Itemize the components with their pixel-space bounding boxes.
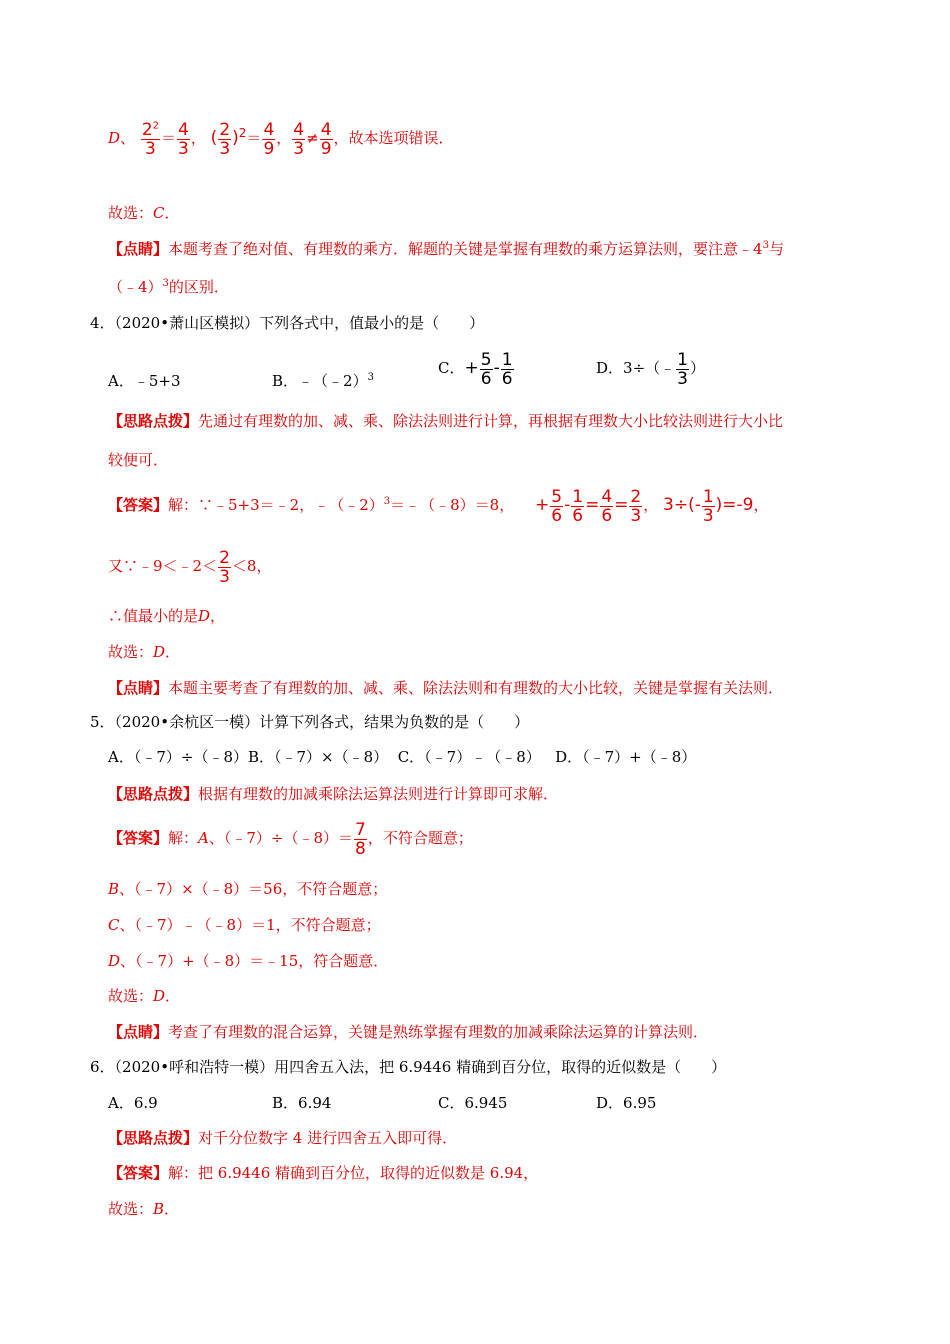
q4-ans-fraction-6: $\frac{2}{3}$ bbox=[219, 547, 230, 587]
q5-choose: 故选：D． bbox=[108, 987, 181, 1005]
q5-ans-fraction: $\frac{7}{8}$ bbox=[355, 819, 366, 859]
q5-answer-b: B、（﹣7）×（﹣8）＝56，不符合题意； bbox=[108, 880, 388, 898]
q4-hint-line2: 较便可． bbox=[108, 451, 169, 469]
q3-fraction-3: $\frac{2}{3}$ bbox=[219, 119, 231, 159]
q4-d-fraction: $\frac{1}{3}$ bbox=[677, 349, 688, 389]
q4-hint-line1: 【思路点拨】先通过有理数的加、减、乘、除法法则进行计算，再根据有理数大小比较法则进行大小比 bbox=[108, 412, 784, 430]
q3-fraction-2: $\frac{4}{3}$ bbox=[178, 119, 189, 159]
q3-fraction-5: $\frac{4}{3}$ bbox=[293, 119, 305, 159]
q4-choose: 故选：D． bbox=[108, 643, 181, 661]
q4-answer-line1: 【答案】解：∵﹣5+3＝﹣2，﹣（﹣2）$^3$＝﹣（﹣8）＝8， + $\frac{5}{6}$ - $\frac{1}{6}$ = $\frac{4}{6}$ = $\frac{2}{3}$ ， 3÷(- $\frac{1}{3}$ )=-9， bbox=[108, 486, 769, 526]
q3-comment-line1: 【点睛】本题考查了绝对值、有理数的乘方．解题的关键是掌握有理数的乘方运算法则，要注意$﹣4^3$与 bbox=[108, 240, 784, 258]
q4-answer-line2: 又∵﹣9＜﹣2＜ $\frac{2}{3}$ ＜8， bbox=[108, 547, 272, 587]
q5-comment: 【点睛】考查了有理数的混合运算，关键是熟练掌握有理数的加减乘除法运算的计算法则． bbox=[108, 1023, 709, 1041]
q4-option-d: D．3÷（﹣ $\frac{1}{3}$ ） bbox=[596, 349, 705, 389]
q4-comment: 【点睛】本题主要考查了有理数的加、减、乘、除法法则和有理数的大小比较，关键是掌握有关法则． bbox=[108, 679, 784, 697]
q5-stem: 5．（2020•余杭区一模）计算下列各式，结果为负数的是（ ） bbox=[90, 713, 530, 731]
q4-stem: 4．（2020•萧山区模拟）下列各式中，值最小的是（ ） bbox=[90, 314, 485, 332]
q3-comment-line2: （﹣4）$^3$的区别． bbox=[108, 278, 229, 296]
q5-answer-a: 【答案】解：A、（﹣7）÷（﹣8）＝ $\frac{7}{8}$ ，不符合题意； bbox=[108, 819, 473, 859]
q4-answer-line3: ∴值最小的是D， bbox=[108, 607, 226, 625]
q6-option-a: A．6.9 bbox=[108, 1094, 158, 1112]
q6-option-c: C．6.945 bbox=[438, 1094, 508, 1112]
q4-ans-fraction-1: $\frac{5}{6}$ bbox=[551, 486, 563, 526]
q5-options: A．（﹣7）÷（﹣8）B．（﹣7）×（﹣8） C．（﹣7）﹣（﹣8） D．（﹣7）+（﹣8） bbox=[108, 748, 697, 766]
q4-ans-fraction-5: $\frac{1}{3}$ bbox=[702, 486, 714, 526]
q6-hint: 【思路点拨】对千分位数字 4 进行四舍五入即可得． bbox=[108, 1129, 458, 1147]
q3-fraction-4: $\frac{4}{9}$ bbox=[263, 119, 275, 159]
q3-choose: 故选：C． bbox=[108, 204, 180, 222]
q3-fraction-1: $\frac{2^2}{3}$ bbox=[141, 119, 160, 159]
q6-answer: 【答案】解：把 6.9446 精确到百分位，取得的近似数是 6.94， bbox=[108, 1164, 539, 1182]
q4-c-fraction-1: $\frac{5}{6}$ bbox=[480, 349, 492, 389]
q4-option-a: A．﹣5+3 bbox=[108, 372, 181, 390]
q5-answer-c: C、（﹣7）﹣（﹣8）＝1，不符合题意； bbox=[108, 916, 381, 934]
q5-answer-d: D、（﹣7）+（﹣8）＝﹣15，符合题意． bbox=[108, 952, 389, 970]
q6-stem: 6．（2020•呼和浩特一模）用四舍五入法，把 6.9446 精确到百分位，取得的近似数是（ ） bbox=[90, 1058, 727, 1076]
q4-option-b: B．﹣（﹣2）$^3$ bbox=[272, 372, 374, 390]
q6-option-d: D．6.95 bbox=[596, 1094, 657, 1112]
q5-hint: 【思路点拨】根据有理数的加减乘除法运算法则进行计算即可求解． bbox=[108, 785, 559, 803]
q6-option-b: B．6.94 bbox=[272, 1094, 332, 1112]
q3-d-working: D、 $\frac{2^2}{3}$ ＝ $\frac{4}{3}$ ， ( $\frac{2}{3}$ )$^2$＝ $\frac{4}{9}$ ， $\frac{4}{3}$ ≠ $\frac{4}{9}$ ，故本选项错误． bbox=[108, 119, 454, 159]
q4-ans-fraction-3: $\frac{4}{6}$ bbox=[601, 486, 613, 526]
q6-choose: 故选：B． bbox=[108, 1200, 180, 1218]
q4-ans-fraction-4: $\frac{2}{3}$ bbox=[630, 486, 642, 526]
q4-option-c: C．+ $\frac{5}{6}$ - $\frac{1}{6}$ bbox=[438, 349, 513, 389]
q4-ans-fraction-2: $\frac{1}{6}$ bbox=[572, 486, 584, 526]
q3-fraction-6: $\frac{4}{9}$ bbox=[320, 119, 332, 159]
q4-c-fraction-2: $\frac{1}{6}$ bbox=[501, 349, 513, 389]
